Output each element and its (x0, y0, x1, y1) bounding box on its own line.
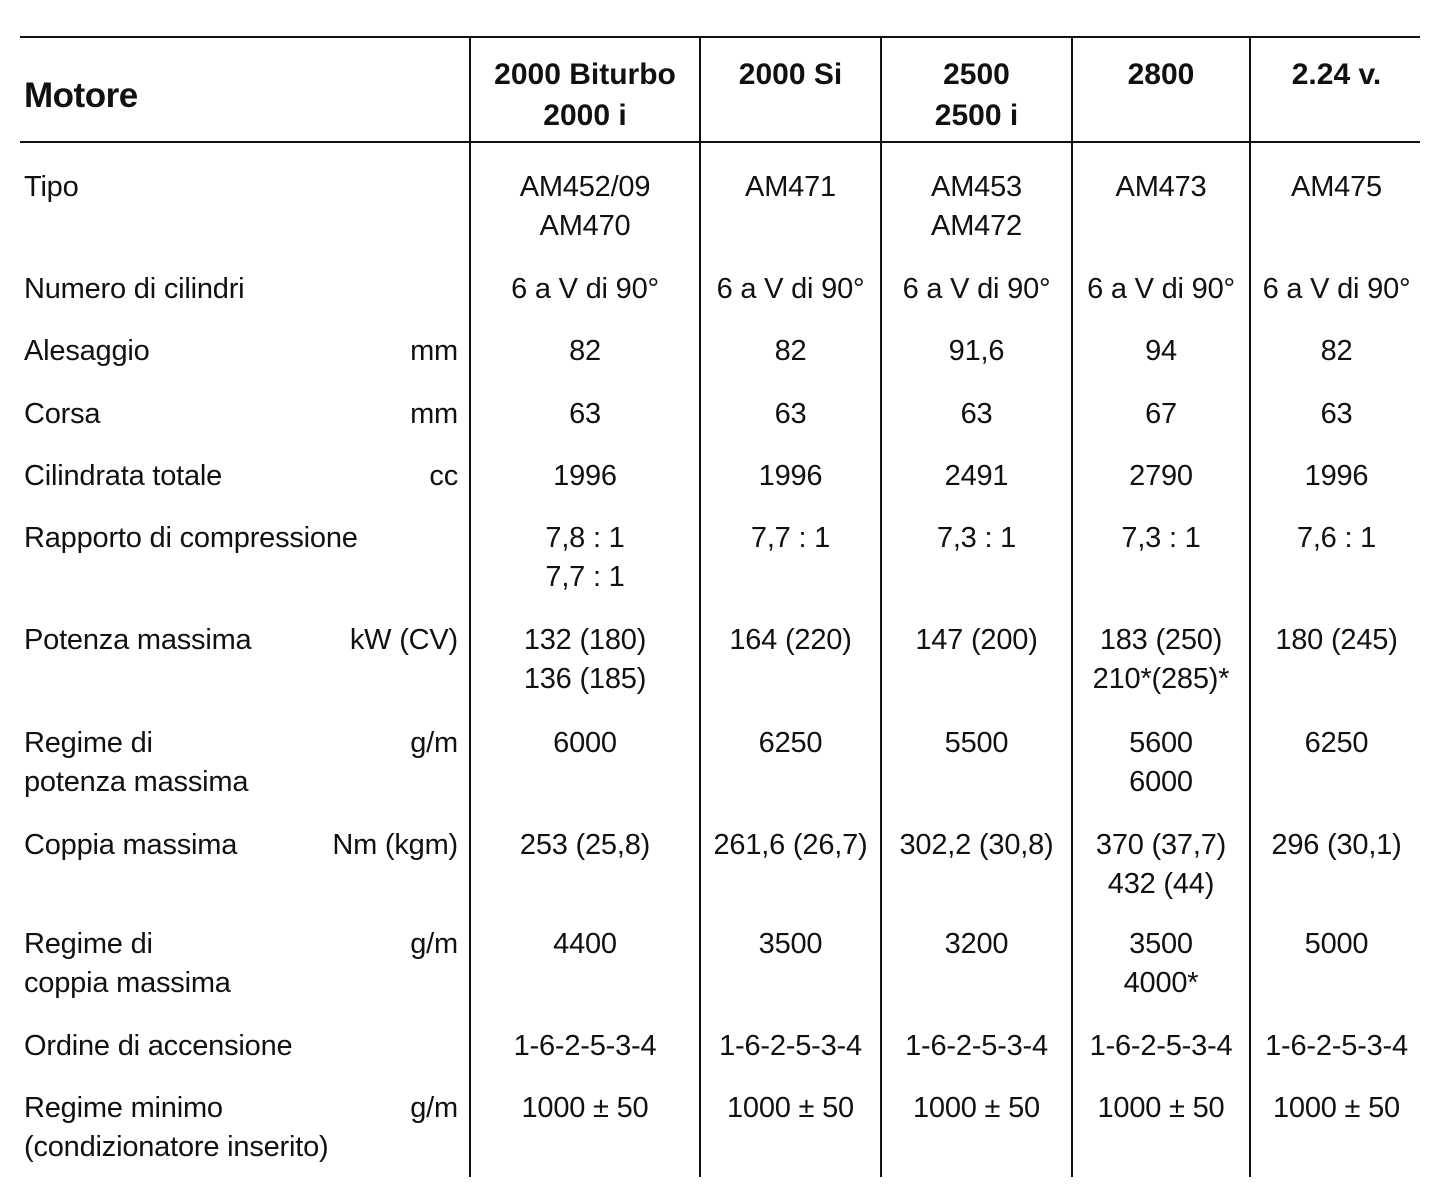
table-cell: 1996 (758, 460, 823, 492)
table-cell: 1-6-2-5-3-4 (513, 1030, 657, 1062)
table-cell: 63 (960, 398, 993, 430)
table-cell: 7,6 : 1 (1296, 522, 1377, 554)
table-cell-line2: AM472 (931, 210, 1022, 242)
table-cell: 1000 ± 50 (1272, 1092, 1400, 1124)
table-cell: 91,6 (948, 335, 1005, 367)
table-cell: 7,3 : 1 (936, 522, 1017, 554)
row-unit: g/m (410, 727, 458, 759)
row-label: Cilindrata totale (24, 460, 223, 492)
row-unit: Nm (kgm) (332, 829, 458, 861)
table-cell: 7,3 : 1 (1121, 522, 1201, 554)
row-label-line2: coppia massima (24, 967, 231, 999)
table-cell: 370 (37,7) (1095, 829, 1227, 861)
table-cell: 7,7 : 1 (750, 522, 831, 554)
row-label: Alesaggio (24, 335, 150, 367)
column-header-line1: 2500 (943, 58, 1010, 91)
table-cell: 63 (1320, 398, 1353, 430)
column-header-line1: 2800 (1127, 58, 1195, 91)
row-label: Tipo (24, 171, 79, 203)
table-cell-line2: 136 (185) (523, 663, 647, 695)
table-cell: 5500 (944, 727, 1009, 759)
table-cell: 164 (220) (729, 624, 852, 656)
column-header-line1: 2.24 v. (1291, 58, 1382, 91)
row-unit: mm (410, 335, 458, 367)
table-cell: 7,8 : 1 (545, 522, 625, 554)
table-cell: 1000 ± 50 (1097, 1092, 1225, 1124)
table-cell: AM452/09 (519, 171, 651, 203)
table-cell: 63 (774, 398, 807, 430)
table-cell: 3500 (1129, 928, 1193, 960)
table-cell-line2: 6000 (1129, 766, 1193, 798)
table-cell: 94 (1145, 335, 1177, 367)
table-title: Motore (24, 76, 138, 115)
table-cell: 82 (569, 335, 601, 367)
table-cell: 6 a V di 90° (1262, 273, 1411, 305)
header-rule (20, 141, 1420, 143)
row-label: Coppia massima (24, 829, 238, 861)
table-cell: 4400 (553, 928, 617, 960)
row-label: Rapporto di compressione (24, 522, 358, 554)
table-cell-line2: AM470 (539, 210, 631, 242)
row-label: Ordine di accensione (24, 1030, 293, 1062)
table-cell: 1-6-2-5-3-4 (719, 1030, 862, 1062)
table-cell: 6 a V di 90° (511, 273, 659, 305)
top-rule (20, 36, 1420, 38)
table-cell: 147 (200) (915, 624, 1038, 656)
table-cell-line2: 210*(285)* (1092, 663, 1230, 695)
table-cell: 82 (1320, 335, 1353, 367)
column-divider-1 (699, 37, 701, 1177)
table-cell: 1996 (553, 460, 617, 492)
column-header-1 (701, 54, 880, 95)
row-label: Regime di (24, 928, 153, 960)
column-header-line1: 2000 Si (738, 58, 843, 91)
table-cell-line2: 432 (44) (1107, 868, 1215, 900)
table-cell: 2790 (1129, 460, 1193, 492)
table-cell-line2: 7,7 : 1 (545, 561, 625, 593)
table-cell: AM473 (1115, 171, 1207, 203)
table-cell: 183 (250) (1099, 624, 1223, 656)
row-unit: mm (410, 398, 458, 430)
table-cell: 82 (774, 335, 807, 367)
table-cell: 253 (25,8) (519, 829, 651, 861)
table-cell: AM475 (1291, 171, 1382, 203)
table-cell: 6000 (553, 727, 617, 759)
table-cell: 6 a V di 90° (716, 273, 865, 305)
row-label: Regime di (24, 727, 153, 759)
table-cell: 5000 (1304, 928, 1369, 960)
table-cell: 63 (569, 398, 601, 430)
table-cell: 67 (1145, 398, 1177, 430)
table-cell: 1000 ± 50 (521, 1092, 649, 1124)
table-cell: AM453 (931, 171, 1022, 203)
table-cell: AM471 (745, 171, 836, 203)
table-cell: 6250 (1304, 727, 1369, 759)
table-cell: 132 (180) (523, 624, 647, 656)
row-unit: cc (429, 460, 458, 492)
row-label: Potenza massima (24, 624, 252, 656)
table-cell: 1-6-2-5-3-4 (1265, 1030, 1408, 1062)
column-header-line1: 2000 Biturbo (494, 58, 676, 91)
column-divider-3 (1071, 37, 1073, 1177)
table-cell: 1-6-2-5-3-4 (905, 1030, 1048, 1062)
column-divider-4 (1249, 37, 1251, 1177)
column-header-line2: 2000 i (543, 99, 627, 132)
table-cell-line2: 4000* (1123, 967, 1199, 999)
row-unit: g/m (410, 1092, 458, 1124)
row-label: Corsa (24, 398, 101, 430)
table-cell: 296 (30,1) (1271, 829, 1402, 861)
table-cell: 1-6-2-5-3-4 (1089, 1030, 1233, 1062)
column-header-4 (1251, 54, 1422, 95)
table-cell: 302,2 (30,8) (899, 829, 1054, 861)
table-cell: 1996 (1304, 460, 1369, 492)
table-cell: 3200 (944, 928, 1009, 960)
column-header-line2: 2500 i (934, 99, 1019, 132)
row-label-line2: potenza massima (24, 766, 249, 798)
row-unit: kW (CV) (349, 624, 458, 656)
column-header-3 (1073, 54, 1249, 95)
column-header-0 (471, 54, 699, 136)
table-cell: 2491 (944, 460, 1009, 492)
row-label: Regime minimo (24, 1092, 223, 1124)
table-cell: 3500 (758, 928, 823, 960)
row-label-line2: (condizionatore inserito) (24, 1131, 329, 1163)
table-cell: 6 a V di 90° (902, 273, 1051, 305)
row-label: Numero di cilindri (24, 273, 245, 305)
table-cell: 180 (245) (1275, 624, 1398, 656)
table-cell: 1000 ± 50 (726, 1092, 854, 1124)
table-cell: 6 a V di 90° (1087, 273, 1235, 305)
table-cell: 1000 ± 50 (912, 1092, 1040, 1124)
table-cell: 261,6 (26,7) (713, 829, 868, 861)
row-unit: g/m (410, 928, 458, 960)
table-cell: 5600 (1129, 727, 1193, 759)
column-header-2 (882, 54, 1071, 136)
table-cell: 6250 (758, 727, 823, 759)
